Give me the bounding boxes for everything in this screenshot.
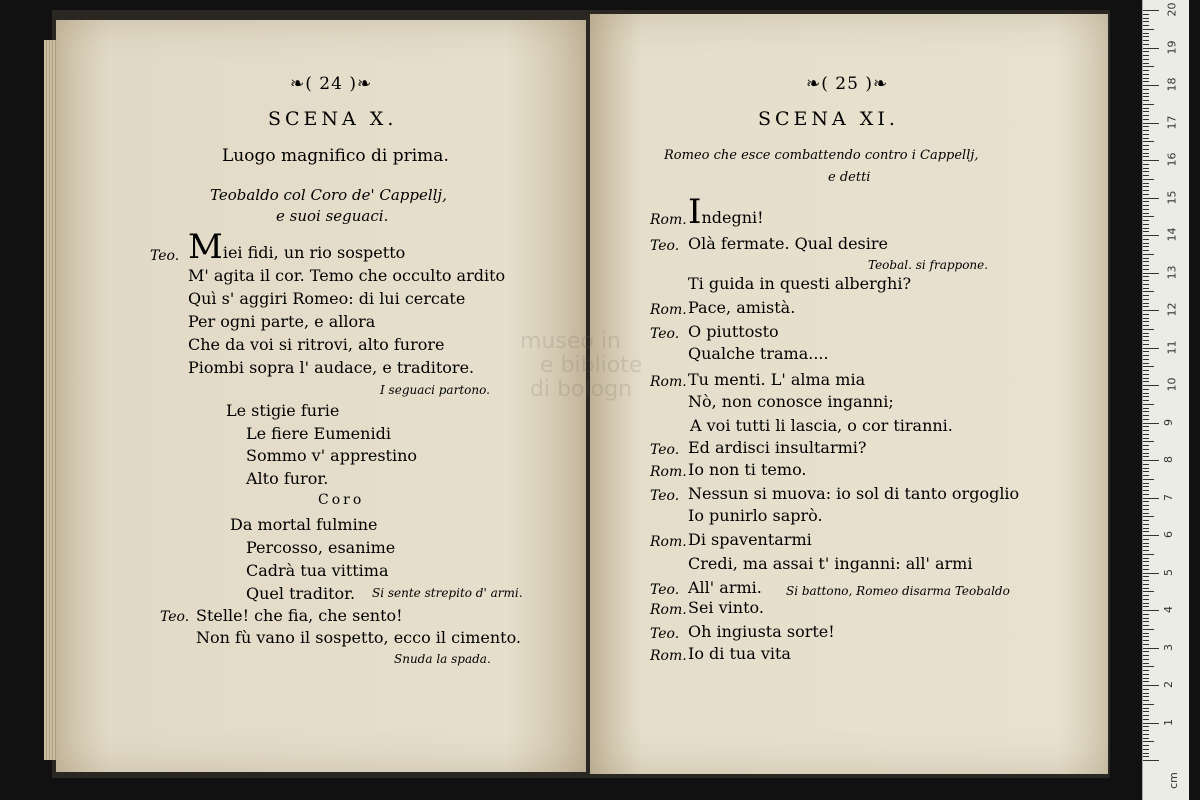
ruler-tick bbox=[1143, 659, 1149, 660]
ruler-tick bbox=[1143, 25, 1149, 26]
ruler-tick bbox=[1143, 648, 1159, 649]
speaker-label: Teo. bbox=[650, 238, 680, 254]
ruler-tick bbox=[1143, 355, 1149, 356]
dialog-line: Olà fermate. Qual desire bbox=[688, 234, 888, 253]
ruler-tick bbox=[1143, 509, 1149, 510]
ruler-tick bbox=[1143, 708, 1149, 709]
ruler-tick bbox=[1143, 666, 1154, 667]
dialog-line: A voi tutti li lascia, o cor tiranni. bbox=[690, 416, 953, 435]
right-page-number-wrap: ❧( 25 )❧ bbox=[806, 74, 889, 94]
verse-line: Non fù vano il sospetto, ecco il cimento. bbox=[196, 628, 522, 647]
ruler-tick bbox=[1143, 261, 1149, 262]
ruler-tick bbox=[1143, 269, 1149, 270]
ruler-tick bbox=[1143, 584, 1149, 585]
speaker-label: Rom. bbox=[650, 374, 687, 390]
speaker-label: Teo. bbox=[650, 442, 680, 458]
ruler-tick bbox=[1143, 408, 1149, 409]
ruler-tick bbox=[1143, 344, 1149, 345]
ruler-label: 1 bbox=[1162, 718, 1175, 726]
ruler-tick bbox=[1143, 610, 1159, 611]
verse-line: M' agita il cor. Temo che occulto ardito bbox=[188, 266, 506, 285]
verse-line: Alto furor. bbox=[246, 469, 329, 488]
ruler-tick bbox=[1143, 396, 1149, 397]
ruler-tick bbox=[1143, 70, 1149, 71]
stage-direction: Si battono, Romeo disarma Teobaldo bbox=[786, 584, 1010, 598]
ruler-tick bbox=[1143, 663, 1149, 664]
ruler-tick bbox=[1143, 160, 1159, 161]
verse-line: Da mortal fulmine bbox=[230, 515, 378, 534]
ruler-tick bbox=[1143, 48, 1159, 49]
ruler-tick bbox=[1143, 595, 1149, 596]
ruler-tick bbox=[1143, 738, 1149, 739]
ruler-tick bbox=[1143, 498, 1159, 499]
ruler-tick bbox=[1143, 693, 1149, 694]
ruler-tick bbox=[1143, 141, 1154, 142]
dialog-line: Nò, non conosce inganni; bbox=[688, 392, 894, 411]
ruler-tick bbox=[1143, 18, 1149, 19]
speaker-label: Rom. bbox=[650, 212, 687, 228]
stage-direction: Teobal. si frappone. bbox=[868, 258, 989, 272]
ruler-tick bbox=[1143, 460, 1159, 461]
ruler-tick bbox=[1143, 231, 1149, 232]
speaker-label: Teo. bbox=[650, 326, 680, 342]
ruler-tick bbox=[1143, 689, 1149, 690]
ruler-tick bbox=[1143, 44, 1149, 45]
ruler-tick bbox=[1143, 400, 1149, 401]
ruler-tick bbox=[1143, 614, 1149, 615]
ruler-tick bbox=[1143, 303, 1149, 304]
ruler-tick bbox=[1143, 468, 1149, 469]
ruler-tick bbox=[1143, 111, 1149, 112]
ruler-tick bbox=[1143, 119, 1149, 120]
ruler-tick bbox=[1143, 711, 1149, 712]
speaker-label: Teo. bbox=[650, 626, 680, 642]
ruler-tick bbox=[1143, 636, 1149, 637]
ruler-tick bbox=[1143, 351, 1149, 352]
ruler-label: 9 bbox=[1162, 418, 1175, 426]
ruler-tick bbox=[1143, 100, 1149, 101]
watermark-line: di bologn bbox=[530, 377, 632, 402]
ruler-tick bbox=[1143, 524, 1149, 525]
ruler-tick bbox=[1143, 674, 1149, 675]
ruler-tick bbox=[1143, 700, 1149, 701]
dialog-line: All' armi. bbox=[688, 578, 762, 597]
ruler-tick bbox=[1143, 389, 1149, 390]
ruler-tick bbox=[1143, 670, 1149, 671]
ruler-tick bbox=[1143, 490, 1149, 491]
ruler-tick bbox=[1143, 224, 1149, 225]
ruler-tick bbox=[1143, 243, 1149, 244]
ruler-tick bbox=[1143, 250, 1149, 251]
ruler-tick bbox=[1143, 374, 1149, 375]
ruler-tick bbox=[1143, 723, 1159, 724]
ruler-tick bbox=[1143, 531, 1149, 532]
ruler-tick bbox=[1143, 655, 1149, 656]
ruler-tick bbox=[1143, 618, 1149, 619]
ruler-tick bbox=[1143, 336, 1149, 337]
ruler-tick bbox=[1143, 573, 1159, 574]
ruler-tick bbox=[1143, 423, 1159, 424]
ruler-tick bbox=[1143, 366, 1154, 367]
ruler-tick bbox=[1143, 629, 1154, 630]
ruler-tick bbox=[1143, 138, 1149, 139]
ruler-tick bbox=[1143, 449, 1149, 450]
ruler-tick bbox=[1143, 486, 1149, 487]
ruler-tick bbox=[1143, 430, 1149, 431]
ruler-tick bbox=[1143, 299, 1149, 300]
ruler-tick bbox=[1143, 475, 1149, 476]
ruler-tick bbox=[1143, 640, 1149, 641]
dialog-line: Tu menti. L' alma mia bbox=[688, 370, 866, 389]
ruler-tick bbox=[1143, 186, 1149, 187]
verse-line: Le stigie furie bbox=[226, 401, 340, 420]
dialog-line: Io punirlo saprò. bbox=[688, 506, 823, 525]
ruler-tick bbox=[1143, 66, 1154, 67]
ruler-tick bbox=[1143, 288, 1149, 289]
ruler-tick bbox=[1143, 183, 1149, 184]
ruler-tick bbox=[1143, 494, 1149, 495]
ruler-tick bbox=[1143, 434, 1149, 435]
dialog-line: Io di tua vita bbox=[688, 644, 791, 663]
stage-direction: Si sente strepito d' armi. bbox=[372, 586, 523, 600]
ruler-tick bbox=[1143, 333, 1149, 334]
speaker-label: Teo. bbox=[150, 248, 180, 264]
ruler-label: 2 bbox=[1162, 681, 1175, 688]
speaker-label: Teo. bbox=[160, 609, 190, 625]
ruler-tick bbox=[1143, 156, 1149, 157]
dialog-line bbox=[688, 192, 764, 232]
ruler-tick bbox=[1143, 93, 1149, 94]
ruler-label: 19 bbox=[1165, 40, 1179, 54]
ruler-tick bbox=[1143, 258, 1149, 259]
left-page-number: 24 bbox=[319, 74, 343, 94]
ruler-tick bbox=[1143, 175, 1149, 176]
ruler-tick bbox=[1143, 441, 1154, 442]
ruler-tick bbox=[1143, 310, 1159, 311]
ruler-tick bbox=[1143, 321, 1149, 322]
verse-text: iei fidi, un rio sospetto bbox=[222, 243, 406, 262]
speaker-label: Rom. bbox=[650, 602, 687, 618]
ruler-tick bbox=[1143, 678, 1149, 679]
ruler-label: 4 bbox=[1162, 606, 1175, 613]
ruler-tick bbox=[1143, 719, 1149, 720]
ruler-label: 16 bbox=[1165, 152, 1179, 167]
verse-line bbox=[188, 227, 406, 267]
ruler-tick bbox=[1143, 385, 1159, 386]
ruler-tick bbox=[1143, 329, 1154, 330]
ruler-label: 3 bbox=[1162, 643, 1175, 651]
ruler-tick bbox=[1143, 520, 1149, 521]
ruler-tick bbox=[1143, 179, 1154, 180]
ruler-tick bbox=[1143, 325, 1149, 326]
ruler-tick bbox=[1143, 644, 1149, 645]
ruler-tick bbox=[1143, 78, 1149, 79]
left-cast-2: e suoi seguaci. bbox=[276, 207, 389, 225]
ruler-tick bbox=[1143, 246, 1149, 247]
ruler-tick bbox=[1143, 273, 1159, 274]
ruler-tick bbox=[1143, 378, 1149, 379]
ruler-label: 17 bbox=[1165, 115, 1179, 129]
ruler-tick bbox=[1143, 171, 1149, 172]
initial-capital: I bbox=[688, 192, 702, 232]
ruler-tick bbox=[1143, 651, 1149, 652]
ruler-tick bbox=[1143, 201, 1149, 202]
ruler-tick bbox=[1143, 749, 1149, 750]
ruler-tick bbox=[1143, 404, 1154, 405]
ruler-tick bbox=[1143, 756, 1149, 757]
ruler-tick bbox=[1143, 14, 1149, 15]
right-head-2: e detti bbox=[828, 170, 871, 185]
ruler-tick bbox=[1143, 284, 1149, 285]
ruler-tick bbox=[1143, 528, 1149, 529]
ruler-tick bbox=[1143, 543, 1149, 544]
right-page-number: 25 bbox=[835, 74, 859, 94]
ruler-unit: cm bbox=[1166, 772, 1180, 789]
measuring-ruler bbox=[1142, 0, 1189, 800]
ruler-tick bbox=[1143, 576, 1149, 577]
ruler-tick bbox=[1143, 760, 1159, 761]
stage-direction: I seguaci partono. bbox=[380, 383, 490, 397]
ruler-tick bbox=[1143, 696, 1149, 697]
ruler-tick bbox=[1143, 603, 1149, 604]
ruler-tick bbox=[1143, 306, 1149, 307]
verse-line: Quel traditor. bbox=[246, 584, 356, 603]
ruler-tick bbox=[1143, 558, 1149, 559]
ruler-tick bbox=[1143, 569, 1149, 570]
ruler-tick bbox=[1143, 126, 1149, 127]
ruler-label: 5 bbox=[1162, 568, 1175, 576]
verse-line: Sommo v' apprestino bbox=[246, 446, 418, 465]
ruler-tick bbox=[1143, 145, 1149, 146]
ruler-tick bbox=[1143, 561, 1149, 562]
library-watermark bbox=[470, 330, 642, 402]
ruler-tick bbox=[1143, 164, 1149, 165]
ruler-tick bbox=[1143, 591, 1154, 592]
ruler-tick bbox=[1143, 419, 1149, 420]
ruler-label: 20 bbox=[1165, 2, 1179, 17]
dialog-line: Nessun si muova: io sol di tanto orgoglio bbox=[688, 484, 1020, 503]
ruler-tick bbox=[1143, 393, 1149, 394]
speaker-label: Rom. bbox=[650, 534, 687, 550]
ruler-tick bbox=[1143, 280, 1149, 281]
verse-line: Cadrà tua vittima bbox=[246, 561, 389, 580]
verse-line: Piombi sopra l' audace, e traditore. bbox=[188, 358, 475, 377]
ruler-tick bbox=[1143, 318, 1149, 319]
ruler-label: 15 bbox=[1165, 190, 1179, 204]
ruler-tick bbox=[1143, 546, 1149, 547]
ruler-tick bbox=[1143, 381, 1149, 382]
ruler-tick bbox=[1143, 21, 1149, 22]
ruler-tick bbox=[1143, 130, 1149, 131]
ruler-tick bbox=[1143, 220, 1149, 221]
speaker-label: Rom. bbox=[650, 648, 687, 664]
ruler-tick bbox=[1143, 40, 1149, 41]
ruler-label: 13 bbox=[1165, 265, 1179, 279]
ruler-tick bbox=[1143, 438, 1149, 439]
ruler-tick bbox=[1143, 108, 1149, 109]
ruler-label: 6 bbox=[1162, 531, 1175, 538]
ruler-tick bbox=[1143, 453, 1149, 454]
ruler-tick bbox=[1143, 359, 1149, 360]
ruler-tick bbox=[1143, 239, 1149, 240]
ruler-tick bbox=[1143, 456, 1149, 457]
ruler-tick bbox=[1143, 483, 1149, 484]
ruler-tick bbox=[1143, 681, 1149, 682]
ruler-tick bbox=[1143, 745, 1149, 746]
ruler-tick bbox=[1143, 104, 1154, 105]
dialog-line: Io non ti temo. bbox=[688, 460, 807, 479]
verse-line: Quì s' aggiri Romeo: di lui cercate bbox=[188, 289, 466, 308]
left-scena-title: SCENA X. bbox=[268, 108, 398, 130]
ruler-tick bbox=[1143, 685, 1159, 686]
ruler-tick bbox=[1143, 314, 1149, 315]
right-scena-title: SCENA XI. bbox=[758, 108, 899, 130]
ruler-tick bbox=[1143, 726, 1149, 727]
ruler-tick bbox=[1143, 10, 1159, 11]
ruler-label: 18 bbox=[1165, 77, 1179, 92]
verse-line: Per ogni parte, e allora bbox=[188, 312, 376, 331]
ruler-tick bbox=[1143, 235, 1159, 236]
verse-line: Che da voi si ritrovi, alto furore bbox=[188, 335, 445, 354]
dialog-line: Pace, amistà. bbox=[688, 298, 796, 317]
ruler-tick bbox=[1143, 74, 1149, 75]
ruler-tick bbox=[1143, 265, 1149, 266]
ruler-tick bbox=[1143, 505, 1149, 506]
ruler-tick bbox=[1143, 370, 1149, 371]
ruler-tick bbox=[1143, 55, 1149, 56]
dialog-line: Oh ingiusta sorte! bbox=[688, 622, 835, 641]
ruler-label: 8 bbox=[1162, 456, 1175, 463]
speaker-label: Teo. bbox=[650, 582, 680, 598]
ruler-tick bbox=[1143, 51, 1149, 52]
ruler-tick bbox=[1143, 730, 1149, 731]
ruler-tick bbox=[1143, 81, 1149, 82]
ruler-tick bbox=[1143, 445, 1149, 446]
initial-capital: M bbox=[188, 227, 223, 267]
dialog-line: Qualche trama.... bbox=[688, 344, 829, 363]
ruler-label: 7 bbox=[1162, 493, 1175, 501]
ruler-tick bbox=[1143, 535, 1159, 536]
verse-line: Percosso, esanime bbox=[246, 538, 396, 557]
ruler-tick bbox=[1143, 168, 1149, 169]
right-head-1: Romeo che esce combattendo contro i Cappellj, bbox=[664, 148, 979, 163]
ruler-tick bbox=[1143, 29, 1154, 30]
ruler-tick bbox=[1143, 96, 1149, 97]
ruler-tick bbox=[1143, 471, 1149, 472]
ruler-tick bbox=[1143, 213, 1149, 214]
ruler-tick bbox=[1143, 513, 1149, 514]
ruler-tick bbox=[1143, 190, 1149, 191]
ruler-tick bbox=[1143, 348, 1159, 349]
ruler-tick bbox=[1143, 149, 1149, 150]
ruler-tick bbox=[1143, 115, 1149, 116]
ruler-tick bbox=[1143, 198, 1159, 199]
ruler-tick bbox=[1143, 704, 1154, 705]
dialog-line: Ti guida in questi alberghi? bbox=[688, 274, 912, 293]
ruler-tick bbox=[1143, 741, 1154, 742]
dialog-line: O piuttosto bbox=[688, 322, 779, 341]
left-page-number-wrap: ❧( 24 )❧ bbox=[290, 74, 373, 94]
ruler-tick bbox=[1143, 209, 1149, 210]
watermark-line: museo in bbox=[520, 329, 621, 354]
ruler-label: 11 bbox=[1165, 340, 1179, 354]
ruler-tick bbox=[1143, 85, 1159, 86]
dialog-line: Credi, ma assai t' inganni: all' armi bbox=[688, 554, 973, 573]
ruler-tick bbox=[1143, 205, 1149, 206]
speaker-label: Rom. bbox=[650, 464, 687, 480]
ruler-tick bbox=[1143, 464, 1149, 465]
ruler-tick bbox=[1143, 715, 1149, 716]
ruler-label: 14 bbox=[1165, 227, 1179, 242]
ruler-tick bbox=[1143, 89, 1149, 90]
ruler-tick bbox=[1143, 516, 1154, 517]
ruler-tick bbox=[1143, 194, 1149, 195]
ruler-tick bbox=[1143, 123, 1159, 124]
ruler-label: 10 bbox=[1165, 377, 1179, 392]
dialog-text: ndegni! bbox=[701, 208, 764, 227]
ruler-tick bbox=[1143, 606, 1149, 607]
ruler-tick bbox=[1143, 554, 1154, 555]
stage-direction: Snuda la spada. bbox=[394, 652, 491, 666]
ruler-tick bbox=[1143, 134, 1149, 135]
ruler-tick bbox=[1143, 291, 1154, 292]
ruler-tick bbox=[1143, 36, 1149, 37]
speaker-label: Teo. bbox=[650, 488, 680, 504]
ruler-tick bbox=[1143, 633, 1149, 634]
ruler-tick bbox=[1143, 295, 1149, 296]
left-cast-1: Teobaldo col Coro de' Cappellj, bbox=[210, 186, 447, 204]
ruler-tick bbox=[1143, 363, 1149, 364]
ruler-tick bbox=[1143, 276, 1149, 277]
dialog-line: Ed ardisci insultarmi? bbox=[688, 438, 867, 457]
ruler-tick bbox=[1143, 479, 1154, 480]
ruler-label: 12 bbox=[1165, 302, 1179, 317]
ruler-tick bbox=[1143, 539, 1149, 540]
ruler-tick bbox=[1143, 340, 1149, 341]
ruler-tick bbox=[1143, 565, 1149, 566]
ruler-tick bbox=[1143, 411, 1149, 412]
ruler-tick bbox=[1143, 415, 1149, 416]
dialog-line: Di spaventarmi bbox=[688, 530, 812, 549]
verse-line: Le fiere Eumenidi bbox=[246, 424, 391, 443]
dialog-line: Sei vinto. bbox=[688, 598, 764, 617]
coro-label: Coro bbox=[318, 492, 365, 508]
speaker-label: Rom. bbox=[650, 302, 687, 318]
ruler-tick bbox=[1143, 550, 1149, 551]
ruler-tick bbox=[1143, 33, 1149, 34]
ruler-tick bbox=[1143, 501, 1149, 502]
ruler-tick bbox=[1143, 228, 1149, 229]
ruler-tick bbox=[1143, 625, 1149, 626]
verse-line: Stelle! che fia, che sento! bbox=[196, 606, 403, 625]
ruler-tick bbox=[1143, 426, 1149, 427]
ruler-tick bbox=[1143, 621, 1149, 622]
left-setting: Luogo magnifico di prima. bbox=[222, 146, 449, 166]
watermark-line: e bibliote bbox=[540, 353, 643, 378]
ruler-tick bbox=[1143, 753, 1149, 754]
ruler-tick bbox=[1143, 153, 1149, 154]
ruler-tick bbox=[1143, 59, 1149, 60]
ruler-tick bbox=[1143, 254, 1154, 255]
ruler-tick bbox=[1143, 580, 1149, 581]
ruler-tick bbox=[1143, 216, 1154, 217]
ruler-tick bbox=[1143, 734, 1149, 735]
ruler-tick bbox=[1143, 599, 1149, 600]
ruler-tick bbox=[1143, 588, 1149, 589]
ruler-tick bbox=[1143, 63, 1149, 64]
